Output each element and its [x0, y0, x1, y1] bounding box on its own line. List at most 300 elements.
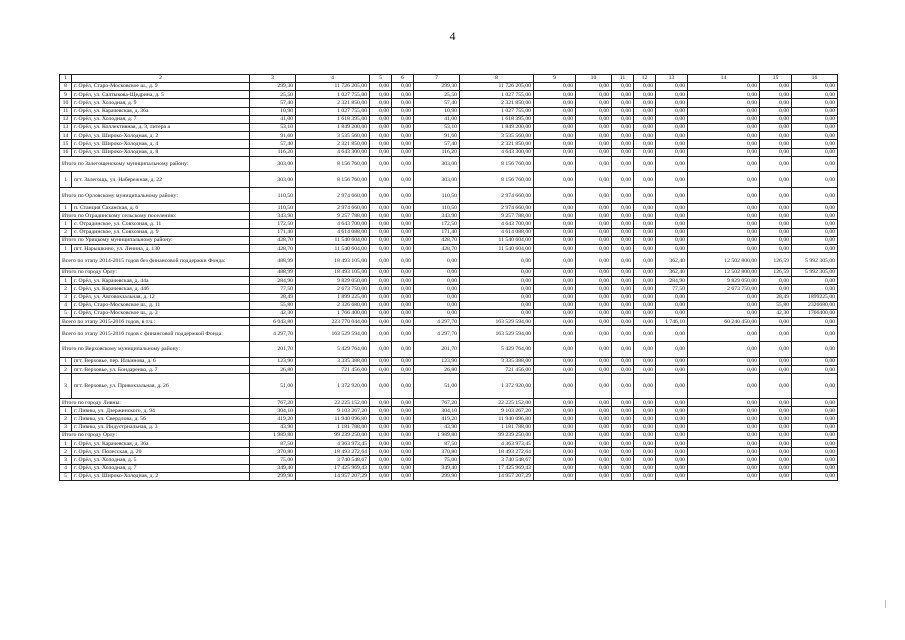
value-cell: 0,00 — [370, 269, 392, 277]
value-cell: 0,00 — [760, 123, 792, 131]
value-cell: 0,00 — [612, 99, 634, 107]
value-cell: 0,00 — [612, 277, 634, 285]
value-cell: 14 957 207,29 — [296, 472, 370, 480]
table-row — [60, 374, 838, 399]
value-cell: 0,00 — [612, 309, 634, 317]
value-cell: 0,00 — [634, 309, 656, 317]
value-cell: 0,00 — [534, 407, 576, 415]
subtotal-label: Всего по этапу 2014-2015 годов без финансовой поддержки Фонда: — [60, 253, 250, 269]
value-cell: 0,00 — [760, 228, 792, 236]
value-cell: 0,00 — [370, 374, 392, 399]
value-cell: 284,90 — [656, 277, 688, 285]
value-cell: 0,00 — [576, 253, 612, 269]
row-index: 3 — [60, 423, 72, 431]
value-cell: 0,00 — [612, 91, 634, 99]
value-cell: 0,00 — [392, 326, 414, 342]
value-cell: 0,00 — [370, 99, 392, 107]
address-cell: с. Отрадинское, ул. Совхозная, д. 9 — [72, 228, 250, 236]
value-cell: 2 673 750,00 — [296, 285, 370, 293]
column-number-row — [60, 75, 838, 83]
value-cell: 2326680,00 — [792, 301, 838, 309]
row-index: 2 — [60, 228, 72, 236]
value-cell: 0,00 — [392, 456, 414, 464]
value-cell: 0,00 — [576, 132, 612, 140]
address-cell: г. Орёл, ул. Холодная, д. 7 — [72, 464, 250, 472]
value-cell: 9 103 267,20 — [460, 407, 534, 415]
value-cell: 28,49 — [760, 293, 792, 301]
value-cell: 0,00 — [688, 448, 760, 456]
value-cell: 299,90 — [414, 472, 460, 480]
value-cell: 0,00 — [634, 448, 656, 456]
value-cell: 0,00 — [792, 366, 838, 374]
value-cell: 370,80 — [414, 448, 460, 456]
value-cell: 0,00 — [634, 172, 656, 188]
value-cell: 0,00 — [612, 140, 634, 148]
table-body — [60, 75, 838, 481]
value-cell: 0,00 — [656, 99, 688, 107]
value-cell: 0,00 — [392, 236, 414, 244]
value-cell: 0,00 — [656, 374, 688, 399]
value-cell: 0,00 — [792, 236, 838, 244]
value-cell: 0,00 — [534, 156, 576, 172]
value-cell: 0,00 — [612, 423, 634, 431]
value-cell: 77,50 — [656, 285, 688, 293]
value-cell: 349,40 — [414, 464, 460, 472]
row-index: 1 — [60, 277, 72, 285]
value-cell: 0,00 — [760, 99, 792, 107]
value-cell: 0,00 — [576, 228, 612, 236]
value-cell: 0,00 — [612, 472, 634, 480]
value-cell: 51,00 — [414, 374, 460, 399]
column-number-cell: 9 — [534, 75, 576, 83]
row-index: 1 — [60, 357, 72, 365]
value-cell: 0,00 — [392, 204, 414, 212]
housing-program-table — [59, 74, 838, 481]
value-cell: 0,00 — [576, 464, 612, 472]
value-cell: 0,00 — [760, 342, 792, 358]
value-cell: 9 829 050,00 — [688, 277, 760, 285]
value-cell: 22 225 152,00 — [460, 399, 534, 407]
column-number-cell: 6 — [392, 75, 414, 83]
value-cell: 343,90 — [250, 212, 296, 220]
value-cell: 0,00 — [370, 245, 392, 253]
value-cell: 0,00 — [534, 236, 576, 244]
value-cell: 0,00 — [392, 399, 414, 407]
column-number-cell: 10 — [576, 75, 612, 83]
value-cell: 0,00 — [460, 285, 534, 293]
value-cell: 0,00 — [688, 407, 760, 415]
value-cell: 0,00 — [792, 357, 838, 365]
value-cell: 0,00 — [392, 366, 414, 374]
value-cell: 0,00 — [414, 253, 460, 269]
value-cell: 0,00 — [576, 456, 612, 464]
value-cell: 1 027 755,00 — [460, 107, 534, 115]
row-index: 14 — [60, 132, 72, 140]
value-cell: 0,00 — [392, 269, 414, 277]
value-cell: 0,00 — [760, 318, 792, 326]
value-cell: 75,00 — [414, 456, 460, 464]
value-cell: 0,00 — [576, 415, 612, 423]
value-cell: 10,90 — [250, 107, 296, 115]
value-cell: 0,00 — [612, 456, 634, 464]
value-cell: 0,00 — [656, 415, 688, 423]
value-cell: 1 027 755,00 — [460, 91, 534, 99]
value-cell: 0,00 — [634, 123, 656, 131]
address-cell: г. Орёл, ул. Карачевская, д. 44а — [72, 277, 250, 285]
value-cell: 0,00 — [792, 107, 838, 115]
value-cell: 0,00 — [656, 342, 688, 358]
value-cell: 0,00 — [688, 309, 760, 317]
column-number-cell: 3 — [250, 75, 296, 83]
value-cell: 0,00 — [370, 318, 392, 326]
value-cell: 0,00 — [688, 107, 760, 115]
value-cell: 53,10 — [250, 123, 296, 131]
value-cell: 57,40 — [250, 140, 296, 148]
value-cell: 0,00 — [634, 293, 656, 301]
value-cell: 0,00 — [534, 115, 576, 123]
value-cell: 0,00 — [612, 318, 634, 326]
value-cell: 0,00 — [392, 212, 414, 220]
value-cell: 0,00 — [534, 140, 576, 148]
value-cell: 9 257 788,00 — [460, 212, 534, 220]
value-cell: 3 740 548,67 — [460, 456, 534, 464]
value-cell: 0,00 — [792, 148, 838, 156]
value-cell: 4 297,70 — [414, 318, 460, 326]
address-cell: г. Орёл, ул. Коллективная, д. 3, литера а — [72, 123, 250, 131]
value-cell: 1 849 200,00 — [460, 123, 534, 131]
column-number-cell: 1 — [60, 75, 72, 83]
value-cell: 0,00 — [612, 156, 634, 172]
row-index: 16 — [60, 148, 72, 156]
value-cell: 3 740 548,67 — [296, 456, 370, 464]
value-cell: 4 297,70 — [414, 326, 460, 342]
value-cell: 3 335 388,00 — [460, 357, 534, 365]
value-cell: 1 899 225,00 — [296, 293, 370, 301]
value-cell: 767,20 — [250, 399, 296, 407]
value-cell: 0,00 — [792, 342, 838, 358]
value-cell: 0,00 — [656, 132, 688, 140]
value-cell: 55,80 — [760, 301, 792, 309]
row-index: 1 — [60, 440, 72, 448]
address-cell: пгт. Залегощь, ул. Набережная, д. 22 — [72, 172, 250, 188]
value-cell: 0,00 — [634, 253, 656, 269]
address-cell: г. Орёл, ул. Холодная, д. 5 — [72, 456, 250, 464]
table-row — [60, 204, 838, 212]
value-cell: 1 027 755,00 — [296, 91, 370, 99]
column-number-cell: 2 — [72, 75, 250, 83]
value-cell: 0,00 — [392, 309, 414, 317]
value-cell: 0,00 — [634, 188, 656, 204]
value-cell: 0,00 — [760, 107, 792, 115]
value-cell: 0,00 — [792, 245, 838, 253]
value-cell: 0,00 — [634, 326, 656, 342]
address-cell: г. Орёл, ул. Карачевская, д. 36а — [72, 440, 250, 448]
value-cell: 0,00 — [392, 423, 414, 431]
value-cell: 1899225,00 — [792, 293, 838, 301]
value-cell: 22 225 152,00 — [296, 399, 370, 407]
subtotal-label: Итого по городу Орлу: — [60, 431, 250, 439]
value-cell: 0,00 — [534, 464, 576, 472]
address-cell: г. Орёл, ул. Полесская, д. 20 — [72, 448, 250, 456]
value-cell: 0,00 — [760, 326, 792, 342]
value-cell: 428,70 — [250, 236, 296, 244]
value-cell: 4 643 300,00 — [460, 148, 534, 156]
value-cell: 26,80 — [414, 366, 460, 374]
value-cell: 5 429 764,00 — [460, 342, 534, 358]
value-cell: 0,00 — [534, 285, 576, 293]
row-index: 2 — [60, 448, 72, 456]
value-cell: 25,50 — [250, 91, 296, 99]
value-cell: 0,00 — [634, 357, 656, 365]
value-cell: 0,00 — [612, 172, 634, 188]
value-cell: 0,00 — [634, 236, 656, 244]
value-cell: 75,00 — [250, 456, 296, 464]
value-cell: 25,50 — [414, 91, 460, 99]
value-cell: 18 493 272,64 — [296, 448, 370, 456]
value-cell: 8 156 760,00 — [460, 172, 534, 188]
value-cell: 0,00 — [792, 99, 838, 107]
value-cell: 0,00 — [392, 228, 414, 236]
value-cell: 0,00 — [576, 172, 612, 188]
value-cell: 0,00 — [370, 140, 392, 148]
table-row — [60, 472, 838, 480]
subtotal-row — [60, 431, 838, 439]
value-cell: 0,00 — [370, 431, 392, 439]
value-cell: 0,00 — [392, 91, 414, 99]
address-cell: г. Орёл, ул. Холодная, д. 7 — [72, 115, 250, 123]
value-cell: 0,00 — [634, 374, 656, 399]
value-cell: 11 540 604,00 — [460, 245, 534, 253]
subtotal-label: Итого по городу Орлу: — [60, 269, 250, 277]
table-row — [60, 245, 838, 253]
value-cell: 0,00 — [534, 245, 576, 253]
value-cell: 0,00 — [634, 456, 656, 464]
value-cell: 0,00 — [370, 448, 392, 456]
value-cell: 0,00 — [392, 431, 414, 439]
value-cell: 1 849 200,00 — [296, 123, 370, 131]
subtotal-label: Итого по Залегощенскому муниципальному району: — [60, 156, 250, 172]
row-index: 1 — [60, 172, 72, 188]
value-cell: 0,00 — [534, 132, 576, 140]
value-cell: 0,00 — [760, 472, 792, 480]
value-cell: 18 493 105,00 — [296, 253, 370, 269]
value-cell: 0,00 — [370, 456, 392, 464]
value-cell: 1 618 395,00 — [460, 115, 534, 123]
row-index: 5 — [60, 472, 72, 480]
value-cell: 0,00 — [576, 204, 612, 212]
value-cell: 0,00 — [760, 423, 792, 431]
value-cell: 0,00 — [612, 399, 634, 407]
value-cell: 0,00 — [392, 342, 414, 358]
value-cell: 0,00 — [370, 301, 392, 309]
value-cell: 57,40 — [414, 99, 460, 107]
column-number-cell: 15 — [760, 75, 792, 83]
address-cell: г. Орёл, ул. Салтыкова-Щедрина, д. 5 — [72, 91, 250, 99]
value-cell: 0,00 — [576, 236, 612, 244]
value-cell: 14 957 207,29 — [460, 472, 534, 480]
value-cell: 223 770 044,00 — [296, 318, 370, 326]
value-cell: 0,00 — [688, 326, 760, 342]
value-cell: 0,00 — [656, 188, 688, 204]
value-cell: 163 529 594,00 — [460, 318, 534, 326]
address-cell: г. Орёл, ул. Широко-Холодная, д. 8 — [72, 148, 250, 156]
value-cell: 0,00 — [414, 301, 460, 309]
value-cell: 0,00 — [688, 220, 760, 228]
value-cell: 1 181 788,00 — [460, 423, 534, 431]
value-cell: 370,80 — [250, 448, 296, 456]
value-cell: 0,00 — [656, 245, 688, 253]
value-cell: 299,30 — [250, 83, 296, 91]
value-cell: 1 181 788,00 — [296, 423, 370, 431]
value-cell: 0,00 — [370, 123, 392, 131]
value-cell: 5 992 305,00 — [792, 269, 838, 277]
value-cell: 0,00 — [760, 156, 792, 172]
value-cell: 10,90 — [414, 107, 460, 115]
value-cell: 0,00 — [792, 188, 838, 204]
value-cell: 0,00 — [392, 285, 414, 293]
row-index: 2 — [60, 415, 72, 423]
value-cell: 0,00 — [688, 415, 760, 423]
value-cell: 1 746,10 — [656, 318, 688, 326]
table-row — [60, 99, 838, 107]
value-cell: 0,00 — [760, 91, 792, 99]
value-cell: 5 992 305,00 — [792, 253, 838, 269]
value-cell: 116,20 — [250, 148, 296, 156]
value-cell: 0,00 — [612, 132, 634, 140]
value-cell: 0,00 — [392, 148, 414, 156]
value-cell: 0,00 — [370, 464, 392, 472]
value-cell: 0,00 — [534, 148, 576, 156]
value-cell: 0,00 — [612, 148, 634, 156]
value-cell: 0,00 — [370, 236, 392, 244]
row-index: 1 — [60, 220, 72, 228]
value-cell: 0,00 — [760, 188, 792, 204]
value-cell: 0,00 — [634, 148, 656, 156]
value-cell: 123,90 — [250, 357, 296, 365]
value-cell: 0,00 — [612, 293, 634, 301]
value-cell: 8 156 760,00 — [296, 172, 370, 188]
row-index: 1 — [60, 407, 72, 415]
table-row — [60, 140, 838, 148]
value-cell: 3 335 388,00 — [296, 357, 370, 365]
value-cell: 0,00 — [576, 301, 612, 309]
value-cell: 0,00 — [534, 415, 576, 423]
value-cell: 0,00 — [688, 204, 760, 212]
value-cell: 488,99 — [250, 253, 296, 269]
subtotal-row — [60, 212, 838, 220]
value-cell: 284,90 — [250, 277, 296, 285]
value-cell: 0,00 — [370, 148, 392, 156]
value-cell: 0,00 — [576, 285, 612, 293]
value-cell: 0,00 — [760, 140, 792, 148]
table-row — [60, 293, 838, 301]
value-cell: 0,00 — [792, 440, 838, 448]
value-cell: 299,30 — [414, 83, 460, 91]
value-cell: 171,40 — [250, 228, 296, 236]
value-cell: 0,00 — [576, 423, 612, 431]
value-cell: 0,00 — [576, 431, 612, 439]
value-cell: 0,00 — [656, 407, 688, 415]
value-cell: 0,00 — [414, 309, 460, 317]
value-cell: 0,00 — [688, 423, 760, 431]
value-cell: 0,00 — [688, 399, 760, 407]
value-cell: 201,70 — [250, 342, 296, 358]
value-cell: 303,00 — [250, 156, 296, 172]
value-cell: 0,00 — [760, 399, 792, 407]
value-cell: 0,00 — [534, 431, 576, 439]
value-cell: 0,00 — [612, 407, 634, 415]
value-cell: 0,00 — [634, 464, 656, 472]
value-cell: 303,00 — [250, 172, 296, 188]
value-cell: 0,00 — [792, 220, 838, 228]
value-cell: 0,00 — [656, 172, 688, 188]
value-cell: 0,00 — [688, 293, 760, 301]
value-cell: 0,00 — [612, 245, 634, 253]
value-cell: 0,00 — [370, 156, 392, 172]
value-cell: 0,00 — [370, 228, 392, 236]
value-cell: 0,00 — [534, 228, 576, 236]
value-cell: 0,00 — [576, 83, 612, 91]
value-cell: 0,00 — [656, 293, 688, 301]
value-cell: 0,00 — [370, 472, 392, 480]
row-index: 11 — [60, 107, 72, 115]
value-cell: 349,40 — [250, 464, 296, 472]
value-cell: 0,00 — [634, 99, 656, 107]
value-cell: 0,00 — [612, 228, 634, 236]
value-cell: 419,20 — [250, 415, 296, 423]
value-cell: 0,00 — [612, 253, 634, 269]
value-cell: 4 643 300,00 — [296, 148, 370, 156]
value-cell: 0,00 — [688, 123, 760, 131]
value-cell: 0,00 — [656, 357, 688, 365]
value-cell: 0,00 — [534, 99, 576, 107]
value-cell: 0,00 — [656, 220, 688, 228]
value-cell: 55,80 — [250, 301, 296, 309]
value-cell: 299,90 — [250, 472, 296, 480]
value-cell: 0,00 — [634, 277, 656, 285]
value-cell: 0,00 — [392, 132, 414, 140]
value-cell: 0,00 — [534, 456, 576, 464]
value-cell: 303,00 — [414, 156, 460, 172]
value-cell: 0,00 — [460, 293, 534, 301]
address-cell: г. Орёл, ул. Карачевская, д. 36а — [72, 107, 250, 115]
value-cell: 201,70 — [414, 342, 460, 358]
value-cell: 17 425 969,43 — [460, 464, 534, 472]
value-cell: 0,00 — [634, 107, 656, 115]
value-cell: 0,00 — [612, 285, 634, 293]
value-cell: 0,00 — [634, 366, 656, 374]
value-cell: 0,00 — [634, 220, 656, 228]
value-cell: 0,00 — [634, 472, 656, 480]
value-cell: 0,00 — [392, 245, 414, 253]
value-cell: 91,60 — [250, 132, 296, 140]
column-number-cell: 5 — [370, 75, 392, 83]
value-cell: 1 766 400,00 — [296, 309, 370, 317]
address-cell: пгт. Верховье, пер. Ильинова, д. 6 — [72, 357, 250, 365]
address-cell: г. Орёл, Старо-Московское ш., д. 9 — [72, 83, 250, 91]
value-cell: 0,00 — [370, 107, 392, 115]
value-cell: 0,00 — [688, 342, 760, 358]
table-row — [60, 366, 838, 374]
value-cell: 0,00 — [760, 132, 792, 140]
value-cell: 0,00 — [534, 357, 576, 365]
value-cell: 0,00 — [612, 374, 634, 399]
value-cell: 0,00 — [534, 172, 576, 188]
value-cell: 0,00 — [534, 204, 576, 212]
value-cell: 0,00 — [612, 342, 634, 358]
value-cell: 126,59 — [760, 253, 792, 269]
value-cell: 0,00 — [760, 285, 792, 293]
